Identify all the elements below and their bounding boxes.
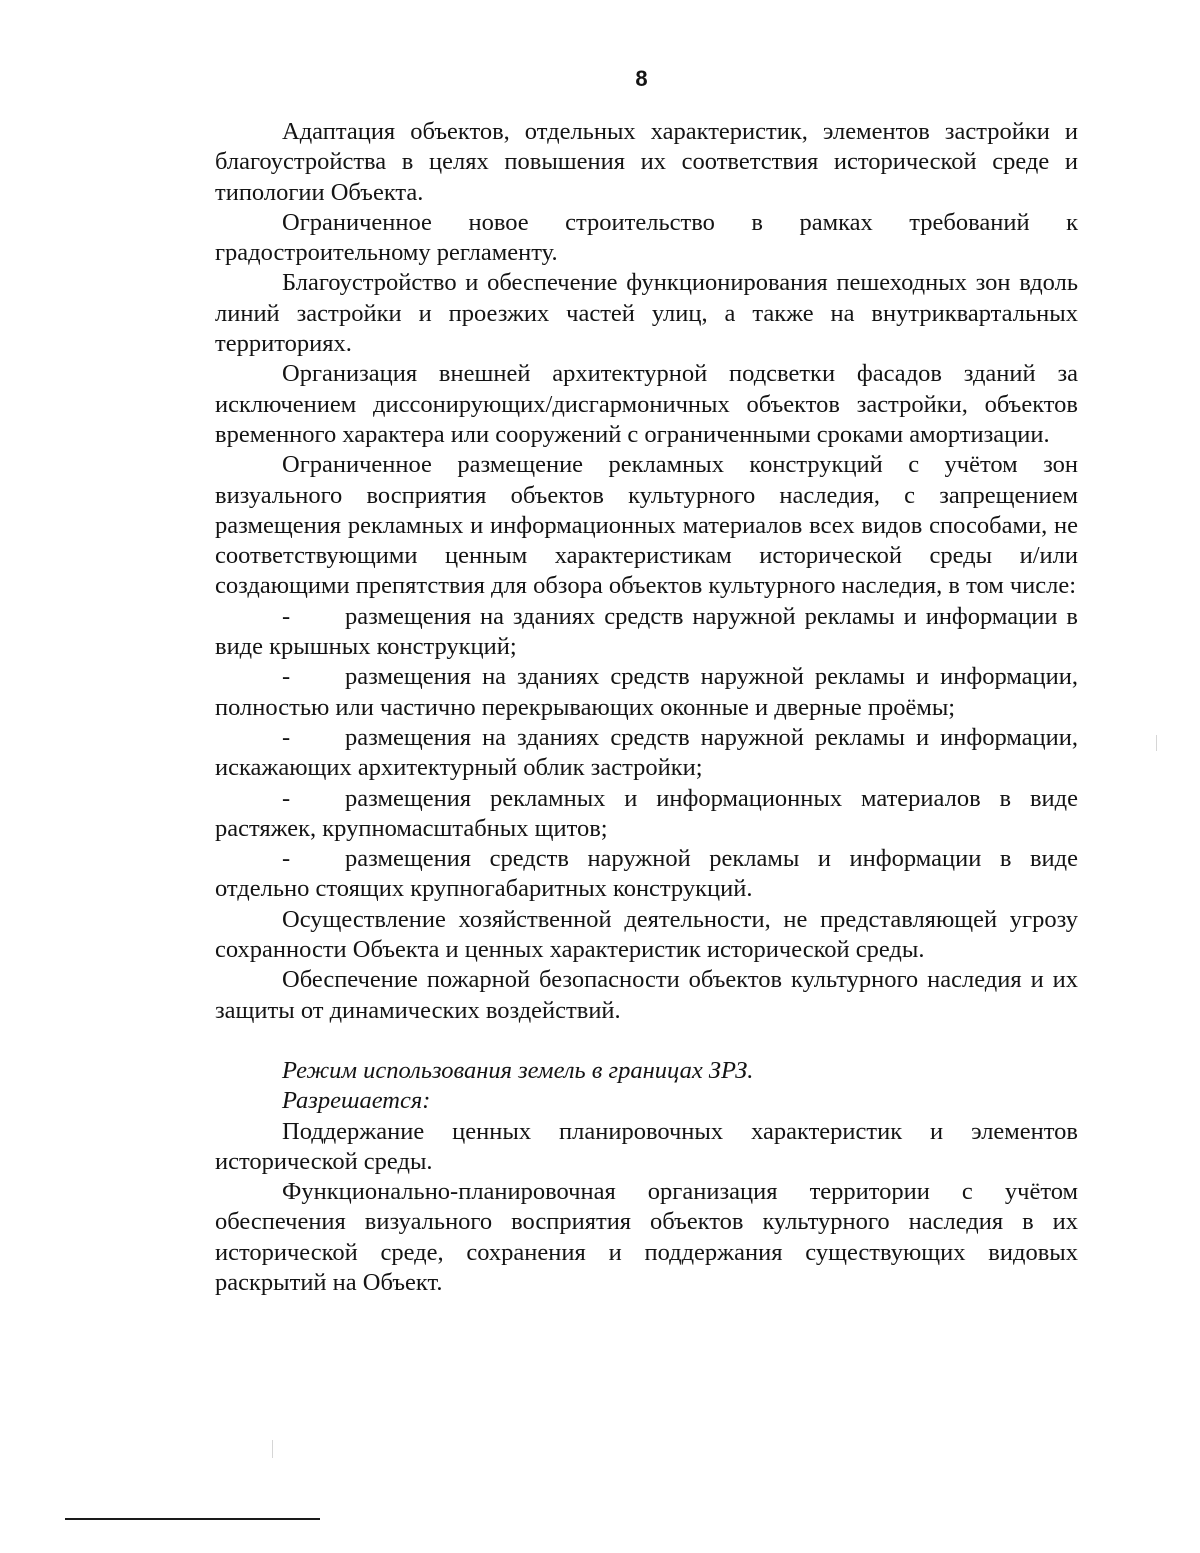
scan-margin-mark	[272, 1440, 273, 1458]
section-gap	[215, 1026, 1078, 1056]
list-item	[215, 662, 1078, 723]
list-dash: -	[282, 845, 291, 873]
list-item-text: размещения на зданиях средств наружной рекламы и информации в виде крышных конструкций;	[215, 602, 1078, 661]
list-dash: -	[282, 602, 291, 630]
paragraph-adaptation: Адаптация объектов, отдельных характеристик, элементов застройки и благоустройства в целях повышения их соответствия исторической среде и типологии Объекта.	[215, 118, 1078, 206]
scan-margin-mark	[1156, 735, 1157, 751]
section-subheading: Разрешается:	[282, 1087, 431, 1115]
paragraph-new-construction: Ограниченное новое строительство в рамках требований к градостроительному регламенту.	[215, 208, 1078, 267]
list-item-text: размещения средств наружной рекламы и информации в виде отдельно стоящих крупногабаритных конструкций.	[215, 845, 1078, 903]
list-item-text: размещения на зданиях средств наружной рекламы и информации, полностью или частично перекрывающих оконные и дверные проёмы;	[215, 663, 1078, 721]
paragraph-economic-activity: Осуществление хозяйственной деятельности, не представляющей угрозу сохранности Объекта и ценных характеристик исторической среды.	[215, 905, 1078, 964]
list-item	[215, 723, 1078, 784]
list-item-text: размещения на зданиях средств наружной рекламы и информации, искажающих архитектурный облик застройки;	[215, 723, 1078, 782]
list-dash: -	[282, 723, 291, 751]
list-item	[215, 602, 1078, 663]
document-body	[215, 117, 1078, 1298]
list-item-text: размещения рекламных и информационных материалов в виде растяжек, крупномасштабных щитов;	[215, 784, 1078, 842]
paragraph-facade-lighting: Организация внешней архитектурной подсветки фасадов зданий за исключением диссонирующих/дисгармоничных объектов застройки, объектов временного характера или сооружений с ограниченными сроками амортизации.	[215, 360, 1078, 448]
section-heading: Режим использования земель в границах ЗРЗ.	[282, 1056, 754, 1084]
list-item	[215, 844, 1078, 905]
paragraph-advertising: Ограниченное размещение рекламных конструкций с учётом зон визуального восприятия объектов культурного наследия, с запрещением размещения рекламных и информационных материалов всех видов способами, не соответствующими ценным характеристикам исторической среды и/или создающими препятствия для обзора объектов культурного наследия, в том числе:	[215, 451, 1078, 600]
restriction-list	[215, 602, 1078, 905]
paragraph-pedestrian-zones: Благоустройство и обеспечение функционирования пешеходных зон вдоль линий застройки и проезжих частей улиц, а также на внутриквартальных территориях.	[215, 269, 1078, 358]
list-dash: -	[282, 663, 291, 691]
footnote-rule	[65, 1518, 320, 1520]
paragraph-functional-planning: Функционально-планировочная организация территории с учётом обеспечения визуального восприятия объектов культурного наследия в их исторической среде, сохранения и поддержания существующих видовых раскрытий на Объект.	[215, 1178, 1078, 1296]
page-number: 8	[635, 66, 648, 91]
paragraph-planning-characteristics: Поддержание ценных планировочных характеристик и элементов исторической среды.	[215, 1117, 1078, 1175]
list-item	[215, 784, 1078, 845]
paragraph-fire-safety: Обеспечение пожарной безопасности объектов культурного наследия и их защиты от динамических воздействий.	[215, 966, 1078, 1024]
list-dash: -	[282, 784, 291, 812]
